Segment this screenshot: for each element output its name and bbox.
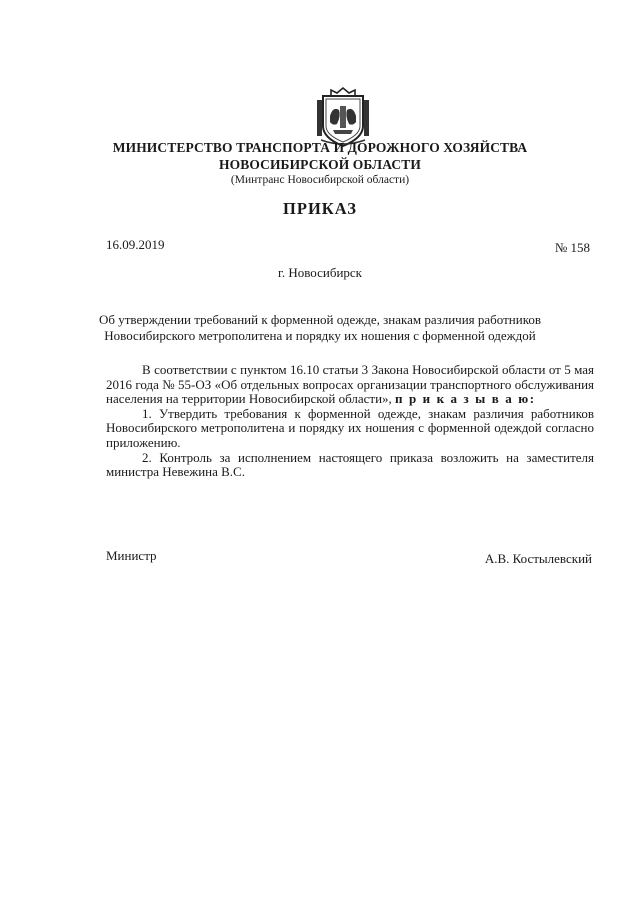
- order-word: п р и к а з ы в а ю:: [395, 391, 536, 407]
- document-body: [106, 363, 594, 480]
- document-type: ПРИКАЗ: [283, 199, 357, 218]
- preamble-paragraph: [106, 363, 594, 407]
- coat-of-arms-icon: [315, 86, 371, 148]
- ministry-name-line1: МИНИСТЕРСТВО ТРАНСПОРТА И ДОРОЖНОГО ХОЗЯЙСТВА: [112, 140, 528, 155]
- document-number: № 158: [554, 240, 590, 255]
- ministry-short-name: (Минтранс Новосибирской области): [230, 174, 410, 186]
- document-subject: [0, 312, 640, 344]
- subject-line2: Новосибирского метрополитена и порядку их ношения с форменной одеждой: [104, 328, 536, 343]
- document-city: г. Новосибирск: [277, 265, 362, 280]
- preamble-text: В соответствии с пунктом 16.10 статьи 3 Закона Новосибирской области от 5 мая 2016 года № 55-ОЗ «Об отдельных вопросах организации транспортного обслуживания населения на территории Новосибирской области»,: [106, 362, 594, 407]
- subject-line1: Об утверждении требований к форменной одежде, знакам различия работников: [98, 312, 542, 327]
- order-item-1: 1. Утвердить требования к форменной одежде, знакам различия работников Новосибирского метрополитена и порядку их ношения с форменной одеждой согласно приложению.: [106, 405, 594, 450]
- order-item-2: 2. Контроль за исполнением настоящего приказа возложить на заместителя министра Невежина В.С.: [106, 449, 594, 480]
- signature-role: Министр: [106, 548, 157, 563]
- document-date: 16.09.2019: [106, 237, 165, 252]
- ministry-name-line2: НОВОСИБИРСКОЙ ОБЛАСТИ: [219, 157, 421, 172]
- signature-name: А.В. Костылевский: [484, 551, 592, 566]
